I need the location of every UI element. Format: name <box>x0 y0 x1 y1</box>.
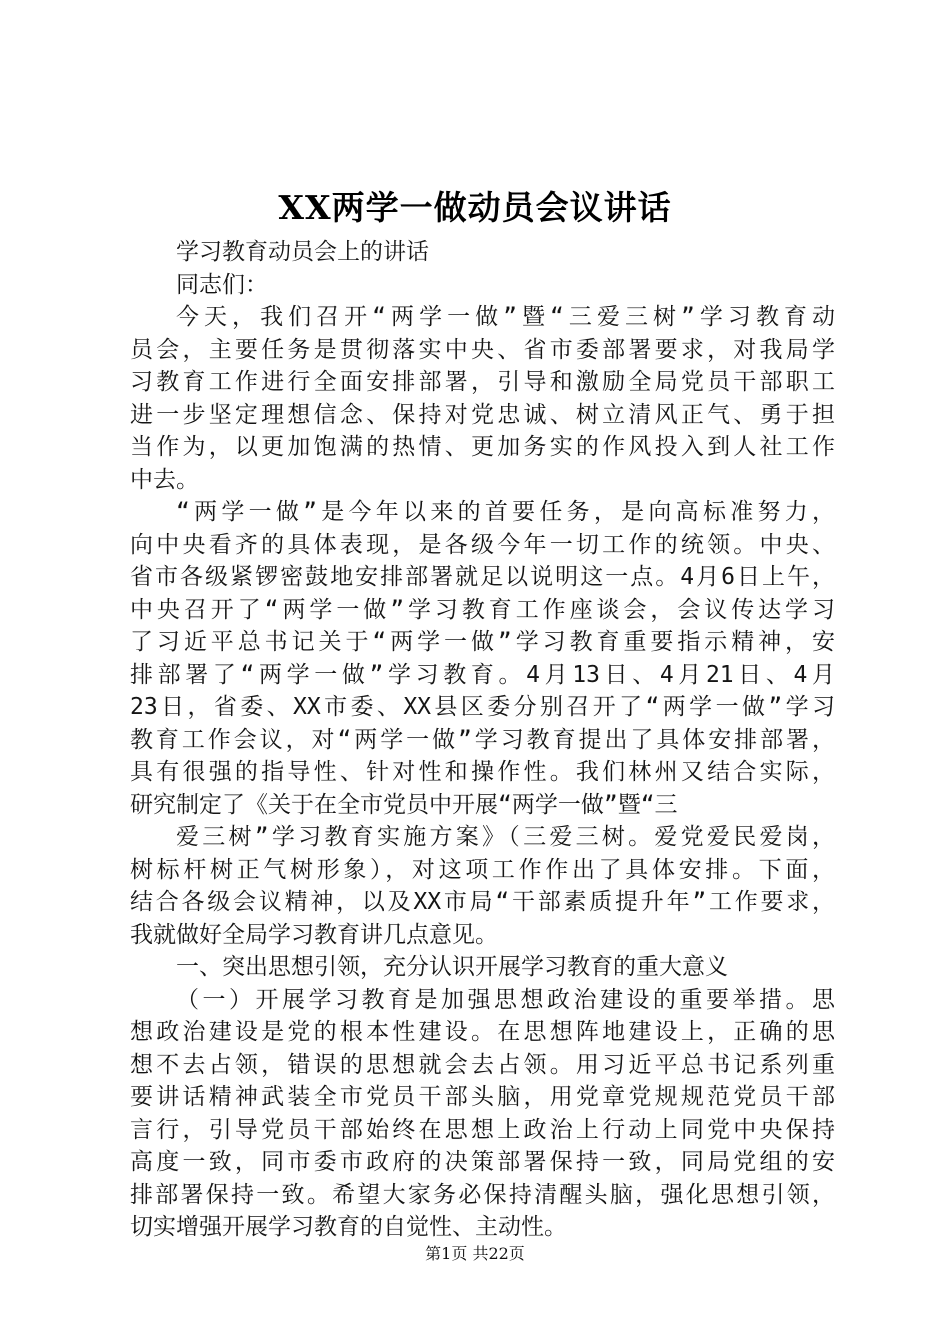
text-line: 学习教育动员会上的讲话 <box>176 239 429 265</box>
text-line: 要讲话精神武装全市党员干部头脑，用党章党规规范党员干部 <box>130 1084 835 1110</box>
text-line: 言行，引导党员干部始终在思想上政治上行动上同党中央保持 <box>130 1116 835 1143</box>
text-line: 具有很强的指导性、针对性和操作性。我们林州又结合实际， <box>130 759 835 785</box>
document-title: XX两学一做动员会议讲话 <box>278 188 672 227</box>
text-line: “两学一做”是今年以来的首要任务，是向高标准努力， <box>176 499 835 525</box>
text-line: 当作为，以更加饱满的热情、更加务实的作风投入到人社工作 <box>130 434 835 460</box>
document-body <box>130 236 835 1244</box>
text-line: 排部署保持一致。希望大家务必保持清醒头脑，强化思想引领， <box>130 1181 835 1208</box>
text-line: 今天，我们召开“两学一做”暨“三爱三树”学习教育动 <box>176 304 835 330</box>
section-heading: 一、突出思想引领，充分认识开展学习教育的重大意义 <box>176 954 728 980</box>
text-line: （一）开展学习教育是加强思想政治建设的重要举措。思 <box>176 986 835 1013</box>
text-line: 习教育工作进行全面安排部署，引导和激励全局党员干部职工 <box>130 369 835 395</box>
text-line: 同志们： <box>176 271 268 298</box>
text-line: 教育工作会议，对“两学一做”学习教育提出了具体安排部署， <box>130 726 835 753</box>
text-line: 爱三树”学习教育实施方案》（三爱三树。爱党爱民爱岗， <box>176 824 835 850</box>
text-line: 想政治建设是党的根本性建设。在思想阵地建设上，正确的思 <box>130 1019 835 1045</box>
text-line: 员会，主要任务是贯彻落实中央、省市委部署要求，对我局学 <box>130 336 835 363</box>
text-line: 中央召开了“两学一做”学习教育工作座谈会，会议传达学习 <box>130 596 835 623</box>
text-line: 排部署了“两学一做”学习教育。4月13日、4月21日、4月 <box>130 661 835 688</box>
text-line: 中去。 <box>130 466 199 493</box>
text-line: 向中央看齐的具体表现，是各级今年一切工作的统领。中央、 <box>130 531 835 558</box>
text-line: 我就做好全局学习教育讲几点意见。 <box>130 921 498 948</box>
page-footer: 第1页 共22页 <box>425 1244 525 1263</box>
text-line: 结合各级会议精神，以及XX市局“干部素质提升年”工作要求， <box>130 889 835 915</box>
text-line: 进一步坚定理想信念、保持对党忠诚、树立清风正气、勇于担 <box>130 401 835 428</box>
text-line: 23日，省委、XX市委、XX县区委分别召开了“两学一做”学习 <box>130 694 835 720</box>
text-line: 省市各级紧锣密鼓地安排部署就足以说明这一点。4月6日上午， <box>130 564 835 590</box>
text-line: 研究制定了《关于在全市党员中开展“两学一做”暨“三 <box>130 791 678 818</box>
text-line: 了习近平总书记关于“两学一做”学习教育重要指示精神，安 <box>130 629 835 655</box>
text-line: 想不去占领，错误的思想就会去占领。用习近平总书记系列重 <box>130 1051 835 1078</box>
text-line: 切实增强开展学习教育的自觉性、主动性。 <box>130 1214 567 1240</box>
text-line: 高度一致，同市委市政府的决策部署保持一致，同局党组的安 <box>130 1149 835 1175</box>
text-line: 树标杆树正气树形象），对这项工作作出了具体安排。下面， <box>130 856 835 883</box>
